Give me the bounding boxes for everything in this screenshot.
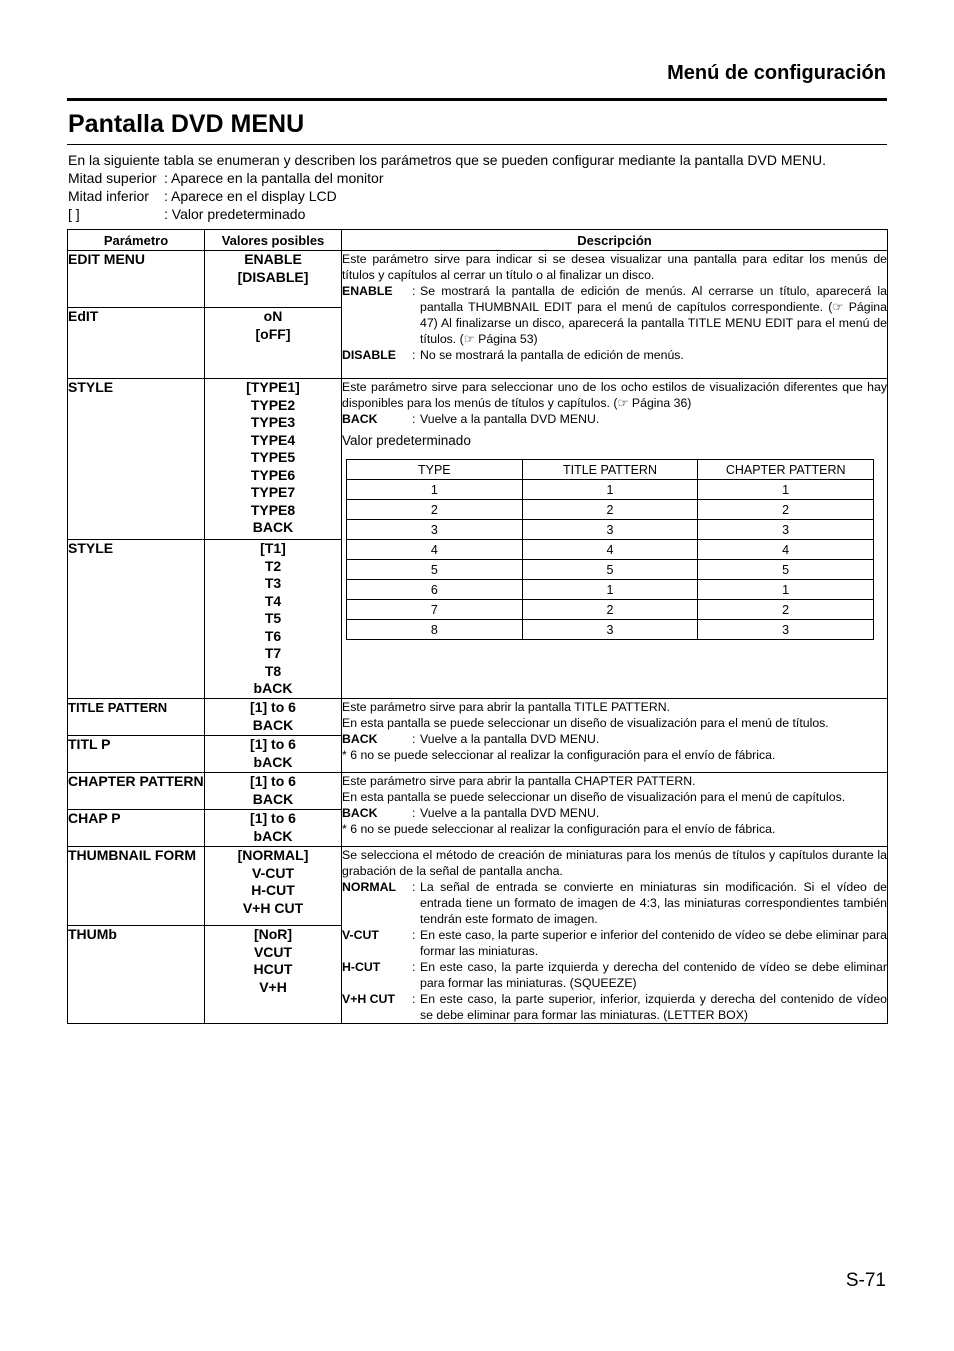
default-pattern-table <box>346 459 874 640</box>
section-title: Menú de configuración <box>667 62 886 84</box>
desc-style: Este parámetro sirve para seleccionar uno de los ocho estilos de visualización diferentes que hay disponibles para los menús de títulos y capítulos. (☞ Página 36) BACK : Vuelve a la pantalla DVD MENU. Valor predeterminado TYPE TITLE PATTERN CHAPTER PATTERN 1 1 1 2 2 2 3 3 3 4 4 4 5 5 5 6 1 1 7 2 2 8 3 3 <box>342 379 888 699</box>
title-rule <box>67 144 887 145</box>
sub-row: 1 1 1 <box>347 480 874 500</box>
param-thumb-lcd: THUMb <box>68 926 205 1024</box>
values-style: [TYPE1] TYPE2 TYPE3 TYPE4 TYPE5 TYPE6 TYPE7 TYPE8 BACK <box>205 379 342 540</box>
values-chap-p: [1] to 6 bACK <box>205 810 342 847</box>
param-thumbnail-form: THUMBNAIL FORM <box>68 847 205 926</box>
param-edit-lcd: EdIT <box>68 308 205 379</box>
param-edit-menu: EDIT MENU <box>68 251 205 308</box>
intro-text: En la siguiente tabla se enumeran y describen los parámetros que se pueden configurar mediante la pantalla DVD MENU. <box>68 152 826 168</box>
param-style: STYLE <box>68 379 205 540</box>
parameter-table <box>67 229 888 1024</box>
param-chap-p: CHAP P <box>68 810 205 847</box>
header-rule <box>67 98 887 101</box>
sub-row: 6 1 1 <box>347 580 874 600</box>
sub-header: TITLE PATTERN <box>522 460 698 480</box>
param-titl-p: TITL P <box>68 736 205 773</box>
table-row <box>68 251 888 308</box>
legend-row: [ ] : Valor predeterminado <box>68 206 306 222</box>
intro <box>68 151 888 223</box>
legend-row: Mitad inferior : Aparece en el display LCD <box>68 188 337 204</box>
sub-header: CHAPTER PATTERN <box>698 460 874 480</box>
table-row <box>68 699 888 736</box>
desc-chapter-pattern: Este parámetro sirve para abrir la pantalla CHAPTER PATTERN. En esta pantalla se puede seleccionar un diseño de visualización para el menú de capítulos. BACK : Vuelve a la pantalla DVD MENU. * 6 no se puede seleccionar al realizar la configuración para el envío de fábrica. <box>342 773 888 847</box>
values-titl-p: [1] to 6 bACK <box>205 736 342 773</box>
table-row <box>68 847 888 926</box>
values-thumbnail-form: [NORMAL] V-CUT H-CUT V+H CUT <box>205 847 342 926</box>
values-title-pattern: [1] to 6 BACK <box>205 699 342 736</box>
table-row <box>68 773 888 810</box>
table-row <box>68 379 888 540</box>
page-number: S-71 <box>845 1270 886 1291</box>
desc-thumbnail-form: Se selecciona el método de creación de miniaturas para los menús de títulos y capítulos durante la grabación de la señal de pantalla ancha. NORMAL : La señal de entrada se convierte en miniaturas sin modificación. Si el vídeo de entrada tiene un formato de imagen de 4:3, las miniaturas correspondientes también tendrán este formato de imagen. V-CUT : En este caso, la parte superior e inferior del contenido de vídeo se debe eliminar para formar las miniaturas. H-CUT : En este caso, la parte izquierda y derecha del contenido de vídeo se debe eliminar para formar las miniaturas. (SQUEEZE) V+H CUT : En este caso, la parte superior, inferior, izquierda y derecha del contenido de vídeo se debe eliminar para formar las miniaturas. (LETTER BOX) <box>342 847 888 1024</box>
header-parametro: Parámetro <box>68 230 205 251</box>
sub-row: 7 2 2 <box>347 600 874 620</box>
header-descripcion: Descripción <box>342 230 888 251</box>
sub-header: TYPE <box>347 460 523 480</box>
values-chapter-pattern: [1] to 6 BACK <box>205 773 342 810</box>
param-title-pattern: TITLE PATTERN <box>68 699 205 736</box>
param-chapter-pattern: CHAPTER PATTERN <box>68 773 205 810</box>
values-thumb-lcd: [NoR] VCUT HCUT V+H <box>205 926 342 1024</box>
sub-row: 5 5 5 <box>347 560 874 580</box>
param-style-lcd: STYLE <box>68 540 205 699</box>
desc-title-pattern: Este parámetro sirve para abrir la pantalla TITLE PATTERN. En esta pantalla se puede seleccionar un diseño de visualización para el menú de títulos. BACK : Vuelve a la pantalla DVD MENU. * 6 no se puede seleccionar al realizar la configuración para el envío de fábrica. <box>342 699 888 773</box>
legend-row: Mitad superior : Aparece en la pantalla del monitor <box>68 170 384 186</box>
page-title: Pantalla DVD MENU <box>68 110 305 138</box>
values-edit-menu: ENABLE [DISABLE] <box>205 251 342 308</box>
desc-edit-menu: Este parámetro sirve para indicar si se desea visualizar una pantalla para editar los menús de títulos y capítulos al cerrar un título o al finalizar un disco. ENABLE : Se mostrará la pantalla de edición de menús. Al cerrarse un título, aparecerá la pantalla THUMBNAIL EDIT para el menú de capítulos correspondiente. (☞ Página 47) Al finalizarse un disco, aparecerá la pantalla TITLE MENU EDIT para el menú de títulos. (☞ Página 53) DISABLE : No se mostrará la pantalla de edición de menús. <box>342 251 888 379</box>
values-style-lcd: [T1] T2 T3 T4 T5 T6 T7 T8 bACK <box>205 540 342 699</box>
sub-row: 8 3 3 <box>347 620 874 640</box>
default-value-label: Valor predeterminado <box>342 433 471 448</box>
sub-row: 2 2 2 <box>347 500 874 520</box>
sub-row: 3 3 3 <box>347 520 874 540</box>
header-valores: Valores posibles <box>205 230 342 251</box>
sub-row: 4 4 4 <box>347 540 874 560</box>
values-edit-lcd: oN [oFF] <box>205 308 342 379</box>
table-header <box>68 230 888 251</box>
